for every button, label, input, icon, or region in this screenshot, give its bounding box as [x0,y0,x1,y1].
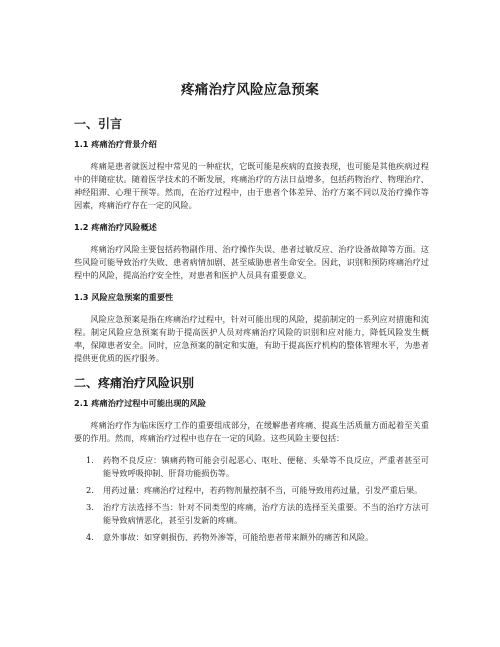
list-item-number: 3. [86,502,94,512]
document-title: 疼痛治疗风险应急预案 [181,82,319,98]
paragraph: 疼痛治疗风险主要包括药物副作用、治疗操作失误、患者过敏反应、治疗设备故障等方面。这些风险可能导致治疗失败、患者病情加剧、甚至威胁患者生命安全。因此，识别和预防疼痛治疗过程中的风险，提高治疗安全性，对患者和医护人员具有重要意义。 [74,244,429,280]
list-item-text: 药物不良反应：镇痛药物可能会引起恶心、呕吐、便秘、头晕等不良反应，严重者甚至可能导致呼吸抑制、肝肾功能损伤等。 [103,455,429,478]
risk-list [74,454,429,544]
list-item [74,531,429,544]
list-item-text: 治疗方法选择不当：针对不同类型的疼痛，治疗方法的选择至关重要。不当的治疗方法可能导致病情恶化，甚至引发新的疼痛。 [103,502,429,525]
subsection-heading: 2.1 疼痛治疗过程中可能出现的风险 [74,398,206,408]
subsection-heading: 1.3 风险应急预案的重要性 [74,292,174,302]
paragraph: 疼痛是患者就医过程中常见的一种症状，它既可能是疾病的直接表现，也可能是其他疾病过程中的伴随症状。随着医学技术的不断发展，疼痛治疗的方法日益增多，包括药物治疗、物理治疗、神经阻滞、心理干预等。然而，在治疗过程中，由于患者个体差异、治疗方案不同以及治疗操作等因素，疼痛治疗存在一定的风险。 [74,161,429,210]
paragraph: 风险应急预案是指在疼痛治疗过程中，针对可能出现的风险，提前制定的一系列应对措施和流程。制定风险应急预案有助于提高医护人员对疼痛治疗风险的识别和应对能力，降低风险发生概率，保障患者安全。同时，应急预案的制定和实施，有助于提高医疗机构的整体管理水平，为患者提供更优质的医疗服务。 [74,314,429,363]
subsection-heading: 1.1 疼痛治疗背景介绍 [74,139,157,149]
subsection-heading: 1.2 疼痛治疗风险概述 [74,222,157,232]
list-item [74,454,429,480]
list-item-number: 1. [86,455,94,465]
section-heading: 二、疼痛治疗风险识别 [74,376,195,390]
list-item [74,484,429,497]
list-item [74,501,429,527]
list-item-text: 意外事故：如穿刺损伤、药物外渗等，可能给患者带来额外的痛苦和风险。 [103,532,374,542]
section-heading: 一、引言 [74,117,123,131]
paragraph: 疼痛治疗作为临床医疗工作的重要组成部分，在缓解患者疼痛、提高生活质量方面起着至关重要的作用。然而，疼痛治疗过程中也存在一定的风险。这些风险主要包括： [74,420,429,443]
list-item-text: 用药过量：疼痛治疗过程中，若药物剂量控制不当，可能导致用药过量，引发严重后果。 [103,485,423,495]
list-item-number: 4. [86,532,94,542]
section-introduction [74,116,429,365]
list-item-number: 2. [86,485,94,495]
document-body [74,116,429,548]
section-risk-identification [74,375,429,544]
